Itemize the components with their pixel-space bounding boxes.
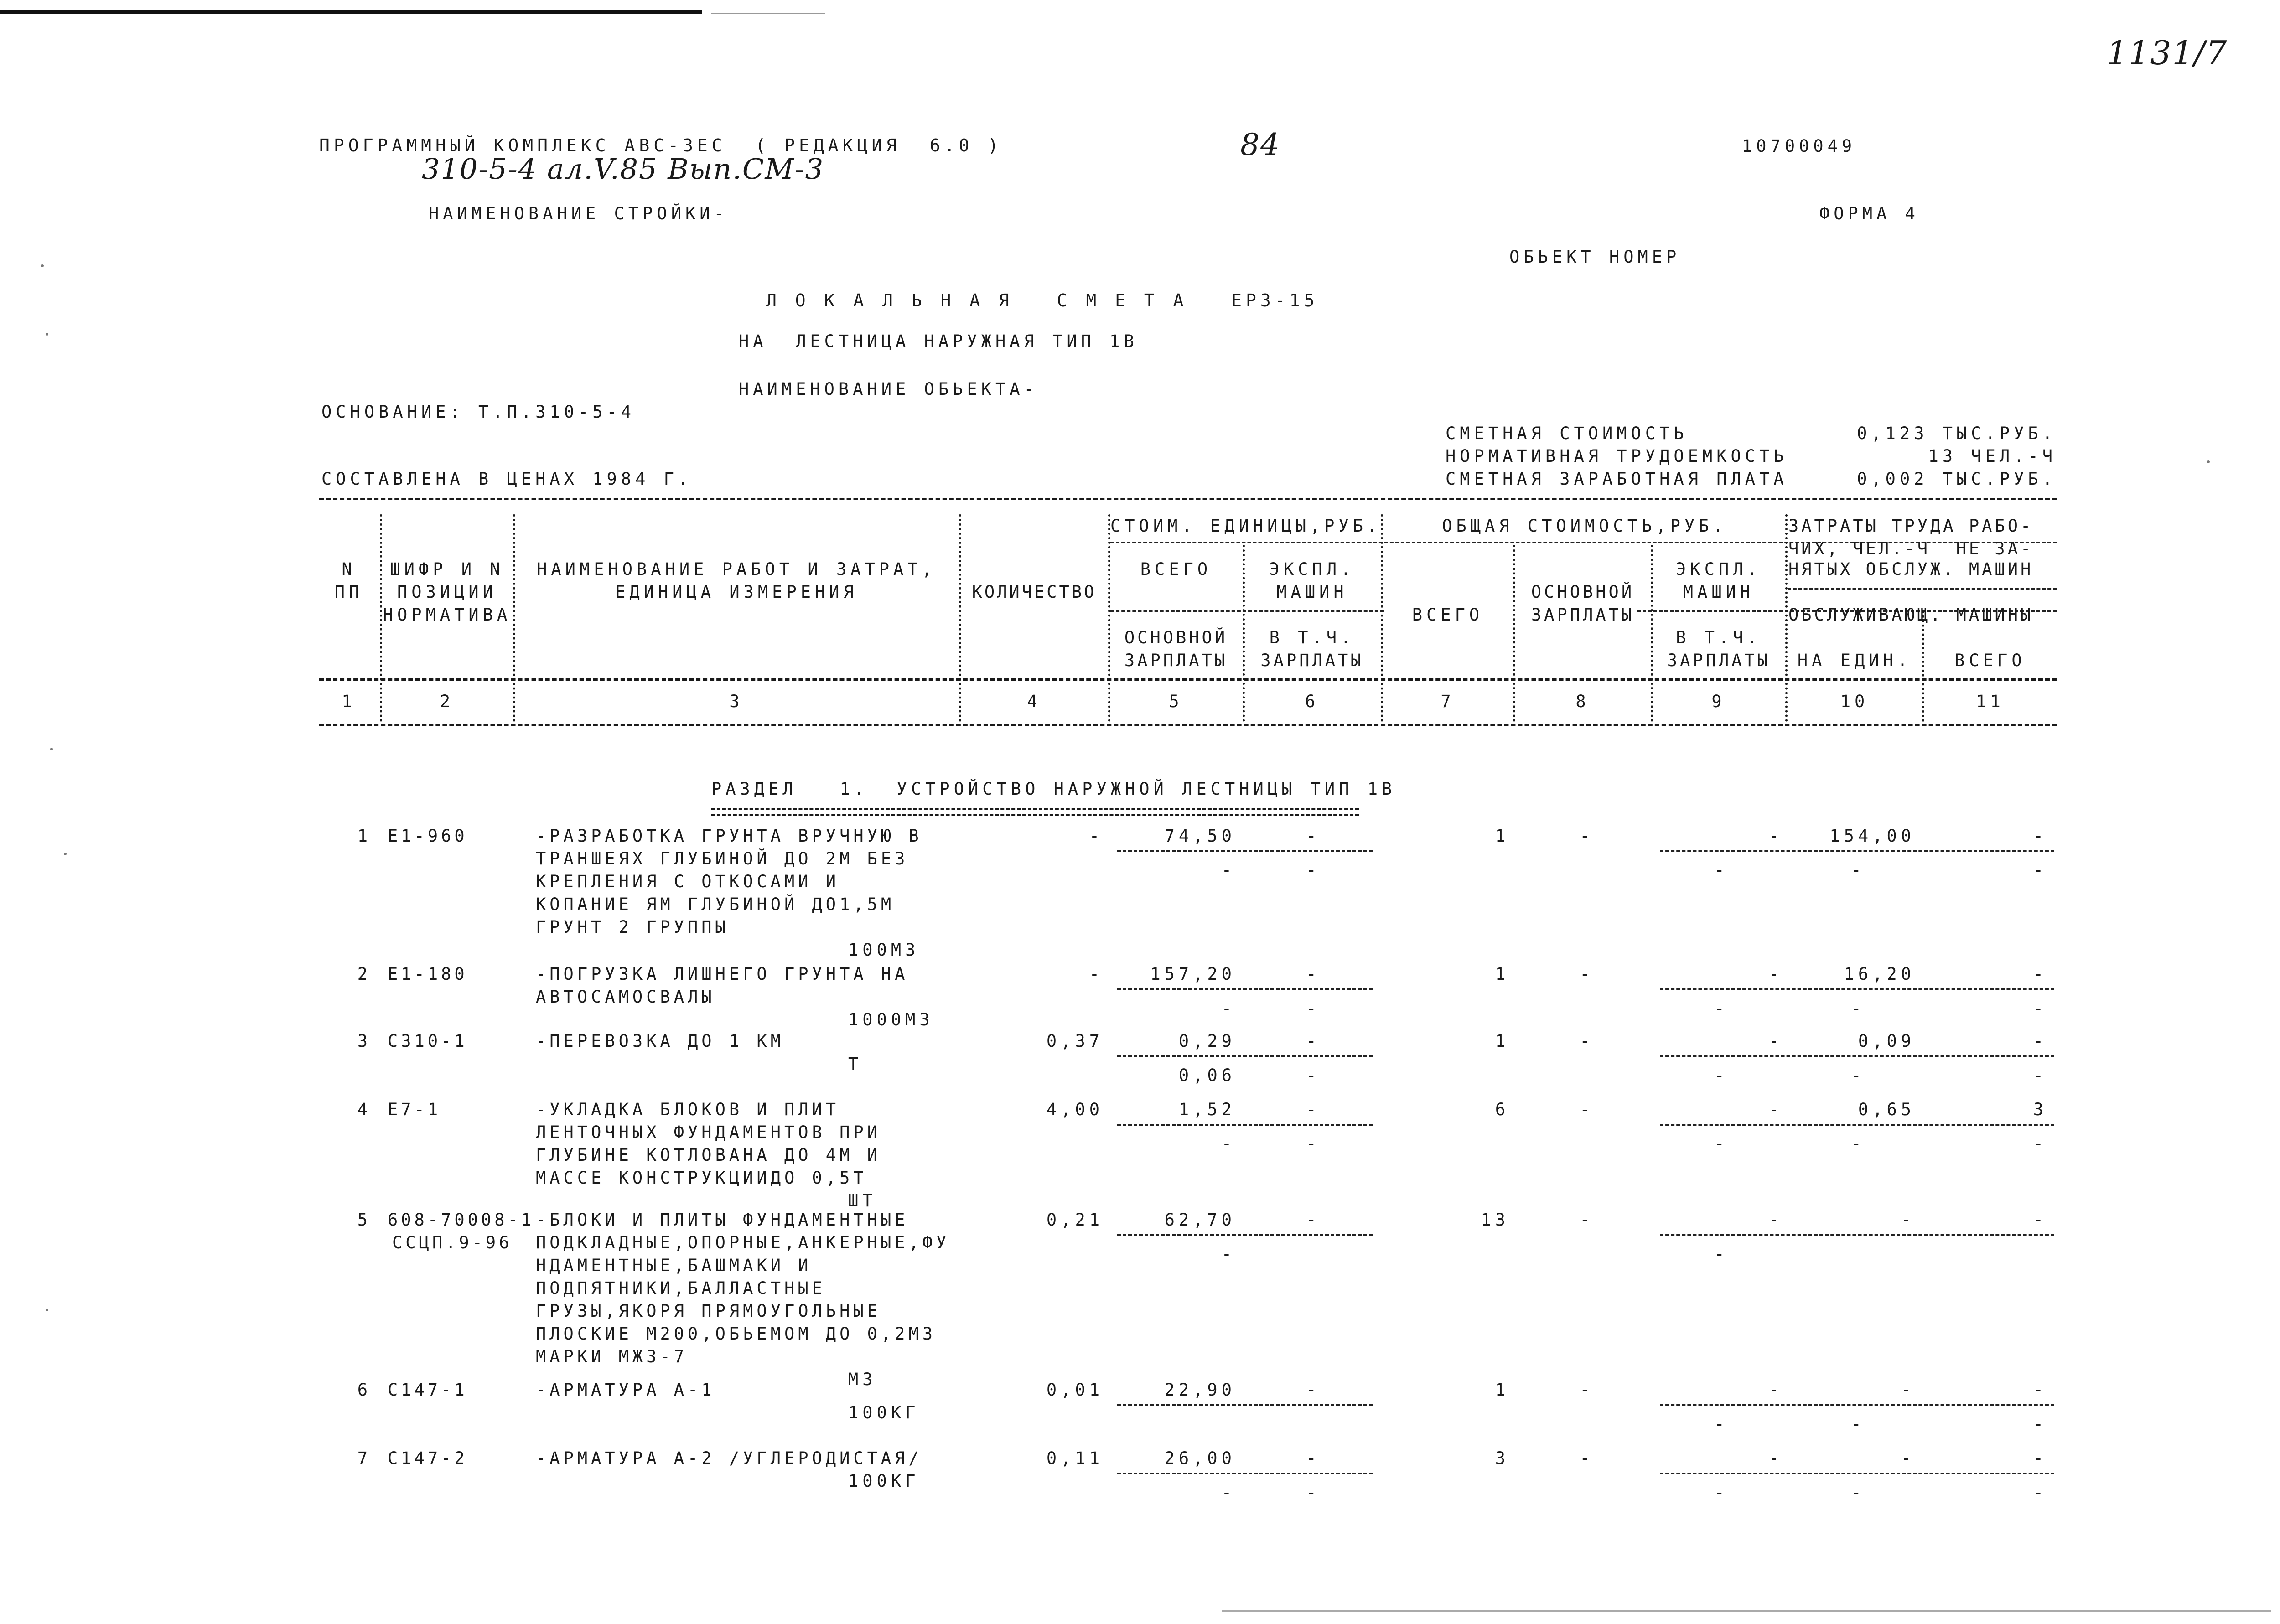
header-labor: НЯТЫХ ОБСЛУЖ. МАШИН	[1788, 559, 2034, 579]
form-label: ФОРМА 4	[1819, 204, 1919, 223]
row-work-name: ТРАНШЕЯХ ГЛУБИНОЙ ДО 2М БЕЗ	[536, 849, 909, 869]
row-total-base: -	[1580, 1448, 1594, 1468]
row-labor-unit: 0,65	[1858, 1100, 1915, 1119]
header-total-machines: МАШИН	[1683, 582, 1755, 602]
scan-edge-line	[0, 10, 702, 14]
program-title: ПРОГРАММНЫЙ КОМПЛЕКС АВС-ЗЕС ( РЕДАКЦИЯ 6.0 )	[319, 135, 1003, 155]
column-separator	[1922, 611, 1924, 722]
row-labor-total: 3	[2033, 1100, 2047, 1119]
header-total-machines: ЭКСПЛ.	[1676, 559, 1762, 579]
column-number: 7	[1441, 692, 1455, 711]
header-rule	[319, 724, 2057, 726]
row-total-machines: -	[1768, 1031, 1783, 1051]
column-separator	[1108, 514, 1110, 722]
construction-name-label: НАИМЕНОВАНИЕ СТРОЙКИ-	[429, 204, 728, 223]
column-number: 3	[729, 692, 744, 711]
row-unit: 1000М3	[848, 1010, 934, 1029]
scan-speck	[41, 264, 44, 267]
handwritten-reference: 310-5-4 ал.V.85 Вып.СМ-3	[422, 152, 824, 186]
row-unit: ШТ	[848, 1191, 877, 1210]
row-labor-total: -	[2033, 826, 2047, 846]
header-col-code: ШИФР И N	[390, 559, 504, 579]
header-unit-incl-wages: В Т.Ч.	[1269, 628, 1355, 647]
summary-value: 13 ЧЕЛ.-Ч	[1928, 446, 2057, 466]
row-unit-rule	[1117, 850, 1373, 852]
estimate-title: Л О К А Л Ь Н А Я С М Е Т А ЕРЗ-15	[766, 290, 1319, 310]
row-total: 1	[1495, 826, 1509, 846]
row-number: 3	[357, 1031, 372, 1051]
header-rule	[319, 498, 2057, 500]
scan-speck	[64, 853, 67, 855]
summary-value: 0,123 ТЫС.РУБ.	[1857, 424, 2057, 443]
row-code: Е1-960	[388, 826, 468, 846]
corner-mark: 1131/7	[2107, 34, 2228, 72]
row-labor-total-sub: -	[2033, 998, 2047, 1018]
prices-basis-label: СОСТАВЛЕНА В ЦЕНАХ 1984 Г.	[321, 469, 693, 489]
row-unit: Т	[848, 1054, 863, 1074]
row-work-name: -РАЗРАБОТКА ГРУНТА ВРУЧНУЮ В	[536, 826, 922, 846]
row-work-name: -БЛОКИ И ПЛИТЫ ФУНДАМЕНТНЫЕ	[536, 1210, 909, 1230]
row-total-incl: -	[1714, 998, 1729, 1018]
estimate-subject: НА ЛЕСТНИЦА НАРУЖНАЯ ТИП 1В	[739, 331, 1138, 351]
row-total: 1	[1495, 1031, 1509, 1051]
row-total-machines: -	[1768, 1210, 1783, 1230]
row-number: 6	[357, 1380, 372, 1400]
column-number: 4	[1027, 692, 1042, 711]
column-number: 9	[1711, 692, 1726, 711]
row-unit: М3	[848, 1370, 877, 1389]
column-number: 8	[1575, 692, 1590, 711]
row-labor-total-sub: -	[2033, 1065, 2047, 1085]
column-number: 1	[342, 692, 356, 711]
summary-label: СМЕТНАЯ ЗАРАБОТНАЯ ПЛАТА	[1446, 469, 1788, 489]
scan-edge-line	[1222, 1610, 2271, 1612]
header-total-incl: ЗАРПЛАТЫ	[1667, 651, 1771, 670]
row-unit-rule	[1117, 1404, 1373, 1406]
row-work-name: -ПЕРЕВОЗКА ДО 1 КМ	[536, 1031, 784, 1051]
row-total-machines: -	[1768, 964, 1783, 984]
row-labor-unit: -	[1901, 1380, 1915, 1400]
header-unit-base-wages: ОСНОВНОЙ	[1124, 628, 1228, 647]
row-unit-total: 26,00	[1164, 1448, 1236, 1468]
row-total-rule	[1660, 1473, 2054, 1474]
header-unit-cost: СТОИМ. ЕДИНИЦЫ,РУБ.	[1110, 516, 1382, 536]
header-labor-per-unit: НА ЕДИН.	[1797, 651, 1912, 670]
row-total-rule	[1660, 1234, 2054, 1236]
column-separator	[1381, 514, 1383, 722]
row-total-base: -	[1580, 1210, 1594, 1230]
row-quantity: -	[1089, 826, 1104, 846]
scan-speck	[50, 748, 53, 750]
column-number: 11	[1976, 692, 2005, 711]
row-unit-machines: -	[1306, 826, 1321, 846]
row-total-machines: -	[1768, 1100, 1783, 1119]
row-labor-total-sub: -	[2033, 860, 2047, 880]
row-number: 7	[357, 1448, 372, 1468]
row-labor-unit: 0,09	[1858, 1031, 1915, 1051]
row-unit: 100КГ	[848, 1403, 920, 1422]
header-rule	[1788, 588, 2057, 590]
row-work-name: ГЛУБИНЕ КОТЛОВАНА ДО 4М И	[536, 1145, 881, 1165]
row-total-incl: -	[1714, 1414, 1729, 1434]
header-unit-base-wages: ЗАРПЛАТЫ	[1124, 651, 1228, 670]
column-separator	[1785, 514, 1788, 722]
row-total-base: -	[1580, 826, 1594, 846]
row-unit-machines: -	[1306, 1210, 1321, 1230]
document-number: 10700049	[1742, 136, 1856, 156]
header-total-base: ЗАРПЛАТЫ	[1531, 605, 1635, 625]
row-labor-unit-sub: -	[1851, 1134, 1865, 1153]
row-unit-base-wages: -	[1221, 1134, 1236, 1153]
row-labor-total: -	[2033, 1448, 2047, 1468]
row-unit-machines: -	[1306, 1100, 1321, 1119]
row-labor-unit-sub: -	[1851, 1065, 1865, 1085]
row-total: 3	[1495, 1448, 1509, 1468]
header-rule	[1110, 610, 1384, 612]
row-unit-rule	[1117, 988, 1373, 990]
header-col-name: ЕДИНИЦА ИЗМЕРЕНИЯ	[615, 582, 858, 602]
row-work-name: -АРМАТУРА А-2 /УГЛЕРОДИСТАЯ/	[536, 1448, 922, 1468]
object-label: ОБЬЕКТ НОМЕР	[1509, 247, 1681, 267]
row-code: С310-1	[388, 1031, 468, 1051]
column-separator	[513, 514, 515, 722]
row-work-name: ПОДПЯТНИКИ,БАЛЛАСТНЫЕ	[536, 1278, 826, 1298]
row-total-machines: -	[1768, 1448, 1783, 1468]
row-unit-incl-wages: -	[1306, 860, 1321, 880]
row-quantity: 0,11	[1046, 1448, 1104, 1468]
header-col-name: НАИМЕНОВАНИЕ РАБОТ И ЗАТРАТ,	[537, 559, 936, 579]
header-col-number: N	[342, 559, 356, 579]
scan-speck	[46, 1309, 48, 1311]
header-total-base: ОСНОВНОЙ	[1531, 582, 1635, 602]
row-number: 2	[357, 964, 372, 984]
header-unit-incl-wages: ЗАРПЛАТЫ	[1260, 651, 1364, 670]
row-labor-unit: 16,20	[1844, 964, 1915, 984]
row-unit-rule	[1117, 1234, 1373, 1236]
header-labor-total: ВСЕГО	[1954, 651, 2026, 670]
header-unit-machines: ЭКСПЛ.	[1269, 559, 1355, 579]
row-total: 13	[1481, 1210, 1509, 1230]
row-work-name: ЛЕНТОЧНЫХ ФУНДАМЕНТОВ ПРИ	[536, 1122, 881, 1142]
row-unit-total: 62,70	[1164, 1210, 1236, 1230]
row-labor-unit-sub: -	[1851, 1483, 1865, 1502]
row-unit-base-wages: -	[1221, 1483, 1236, 1502]
row-total-rule	[1660, 1124, 2054, 1126]
row-total-incl: -	[1714, 1483, 1729, 1502]
row-work-name: ПОДКЛАДНЫЕ,ОПОРНЫЕ,АНКЕРНЫЕ,ФУ	[536, 1233, 950, 1252]
row-unit-total: 1,52	[1178, 1100, 1236, 1119]
row-work-name: ПЛОСКИЕ М200,ОБЬЕМОМ ДО 0,2М3	[536, 1324, 937, 1344]
row-quantity: 0,21	[1046, 1210, 1104, 1230]
row-labor-total: -	[2033, 1380, 2047, 1400]
section-underline	[711, 808, 1359, 816]
header-labor: ЧИХ, ЧЕЛ.-Ч НЕ ЗА-	[1788, 539, 2034, 559]
row-total-base: -	[1580, 1100, 1594, 1119]
row-unit-rule	[1117, 1055, 1373, 1057]
header-col-code: ПОЗИЦИИ	[397, 582, 497, 602]
row-total-incl: -	[1714, 1134, 1729, 1153]
header-unit-machines: МАШИН	[1276, 582, 1348, 602]
row-labor-unit-sub: -	[1851, 860, 1865, 880]
scan-edge-line	[711, 13, 825, 14]
row-unit-base-wages: -	[1221, 998, 1236, 1018]
row-quantity: 0,01	[1046, 1380, 1104, 1400]
row-work-name: МАРКИ МЖЗ-7	[536, 1347, 688, 1366]
row-unit-base-wages: -	[1221, 1244, 1236, 1264]
summary-value: 0,002 ТЫС.РУБ.	[1857, 469, 2057, 489]
row-labor-unit: -	[1901, 1448, 1915, 1468]
row-unit-base-wages: 0,06	[1178, 1065, 1236, 1085]
row-work-name: КРЕПЛЕНИЯ С ОТКОСАМИ И	[536, 872, 840, 891]
row-total-machines: -	[1768, 826, 1783, 846]
row-labor-total: -	[2033, 1031, 2047, 1051]
row-labor-unit: -	[1901, 1210, 1915, 1230]
row-unit-machines: -	[1306, 1380, 1321, 1400]
row-total: 1	[1495, 1380, 1509, 1400]
row-work-name: КОПАНИЕ ЯМ ГЛУБИНОЙ ДО1,5М	[536, 895, 895, 914]
row-work-name: НДАМЕНТНЫЕ,БАШМАКИ И	[536, 1256, 812, 1275]
row-unit-incl-wages: -	[1306, 1134, 1321, 1153]
row-code-secondary: ССЦП.9-96	[392, 1233, 513, 1252]
column-separator	[959, 514, 961, 722]
row-unit-total: 157,20	[1150, 964, 1236, 984]
row-total-base: -	[1580, 1380, 1594, 1400]
column-number: 10	[1840, 692, 1869, 711]
row-total-incl: -	[1714, 1244, 1729, 1264]
row-quantity: 4,00	[1046, 1100, 1104, 1119]
row-unit-total: 22,90	[1164, 1380, 1236, 1400]
row-number: 1	[357, 826, 372, 846]
row-labor-total-sub: -	[2033, 1134, 2047, 1153]
row-labor-unit-sub: -	[1851, 998, 1865, 1018]
row-unit-incl-wages: -	[1306, 998, 1321, 1018]
row-total: 6	[1495, 1100, 1509, 1119]
header-total-incl: В Т.Ч.	[1676, 628, 1762, 647]
header-labor: ЗАТРАТЫ ТРУДА РАБО-	[1788, 516, 2034, 536]
header-col-code: НОРМАТИВА	[383, 605, 512, 625]
summary-label: СМЕТНАЯ СТОИМОСТЬ	[1446, 424, 1688, 443]
row-work-name: -УКЛАДКА БЛОКОВ И ПЛИТ	[536, 1100, 840, 1119]
row-quantity: 0,37	[1046, 1031, 1104, 1051]
header-unit-total: ВСЕГО	[1140, 559, 1212, 579]
row-unit-machines: -	[1306, 1031, 1321, 1051]
row-labor-total: -	[2033, 1210, 2047, 1230]
basis-label: ОСНОВАНИЕ: Т.П.310-5-4	[321, 402, 636, 422]
row-work-name: -ПОГРУЗКА ЛИШНЕГО ГРУНТА НА	[536, 964, 909, 984]
row-quantity: -	[1089, 964, 1104, 984]
row-unit-rule	[1117, 1124, 1373, 1126]
row-unit-total: 0,29	[1178, 1031, 1236, 1051]
row-total-incl: -	[1714, 1065, 1729, 1085]
row-work-name: АВТОСАМОСВАЛЫ	[536, 987, 715, 1007]
row-labor-total-sub: -	[2033, 1414, 2047, 1434]
row-unit: 100М3	[848, 940, 920, 960]
row-unit-rule	[1117, 1473, 1373, 1474]
column-number: 2	[440, 692, 455, 711]
header-col-quantity: КОЛИЧЕСТВО	[972, 582, 1097, 602]
column-separator	[1513, 545, 1515, 722]
header-total-all: ВСЕГО	[1412, 605, 1484, 625]
row-code: 608-70008-1	[388, 1210, 535, 1230]
row-number: 4	[357, 1100, 372, 1119]
row-unit-incl-wages: -	[1306, 1065, 1321, 1085]
scan-speck	[2207, 460, 2210, 463]
row-work-name: МАССЕ КОНСТРУКЦИИДО 0,5Т	[536, 1168, 867, 1188]
row-labor-total: -	[2033, 964, 2047, 984]
row-code: Е7-1	[388, 1100, 441, 1119]
row-work-name: -АРМАТУРА А-1	[536, 1380, 715, 1400]
row-total-rule	[1660, 1055, 2054, 1057]
header-labor-sub: ОБСЛУЖИВАЮЩ. МАШИНЫ	[1788, 605, 2034, 625]
row-unit-machines: -	[1306, 964, 1321, 984]
row-total-rule	[1660, 988, 2054, 990]
row-unit-base-wages: -	[1221, 860, 1236, 880]
row-work-name: ГРУНТ 2 ГРУППЫ	[536, 917, 729, 937]
row-total-rule	[1660, 1404, 2054, 1406]
page-number: 84	[1240, 127, 1280, 162]
column-number: 6	[1305, 692, 1320, 711]
header-total-cost: ОБЩАЯ СТОИМОСТЬ,РУБ.	[1442, 516, 1727, 536]
row-code: С147-1	[388, 1380, 468, 1400]
row-total-machines: -	[1768, 1380, 1783, 1400]
row-total-base: -	[1580, 1031, 1594, 1051]
row-labor-unit-sub: -	[1851, 1414, 1865, 1434]
row-labor-unit: 154,00	[1829, 826, 1915, 846]
summary-label: НОРМАТИВНАЯ ТРУДОЕМКОСТЬ	[1446, 446, 1788, 466]
row-labor-total-sub: -	[2033, 1483, 2047, 1502]
column-number: 5	[1169, 692, 1183, 711]
object-name-label: НАИМЕНОВАНИЕ ОБЬЕКТА-	[739, 379, 1038, 399]
row-total-incl: -	[1714, 860, 1729, 880]
row-code: Е1-180	[388, 964, 468, 984]
header-col-number: ПП	[334, 582, 363, 602]
section-title: РАЗДЕЛ 1. УСТРОЙСТВО НАРУЖНОЙ ЛЕСТНИЦЫ ТИП 1В	[711, 779, 1396, 799]
row-total-rule	[1660, 850, 2054, 852]
row-number: 5	[357, 1210, 372, 1230]
scan-speck	[46, 333, 48, 336]
row-total: 1	[1495, 964, 1509, 984]
row-unit-incl-wages: -	[1306, 1483, 1321, 1502]
row-unit: 100КГ	[848, 1471, 920, 1491]
row-unit-total: 74,50	[1164, 826, 1236, 846]
row-work-name: ГРУЗЫ,ЯКОРЯ ПРЯМОУГОЛЬНЫЕ	[536, 1301, 881, 1321]
row-total-base: -	[1580, 964, 1594, 984]
row-unit-machines: -	[1306, 1448, 1321, 1468]
row-code: С147-2	[388, 1448, 468, 1468]
header-rule	[319, 678, 2057, 681]
